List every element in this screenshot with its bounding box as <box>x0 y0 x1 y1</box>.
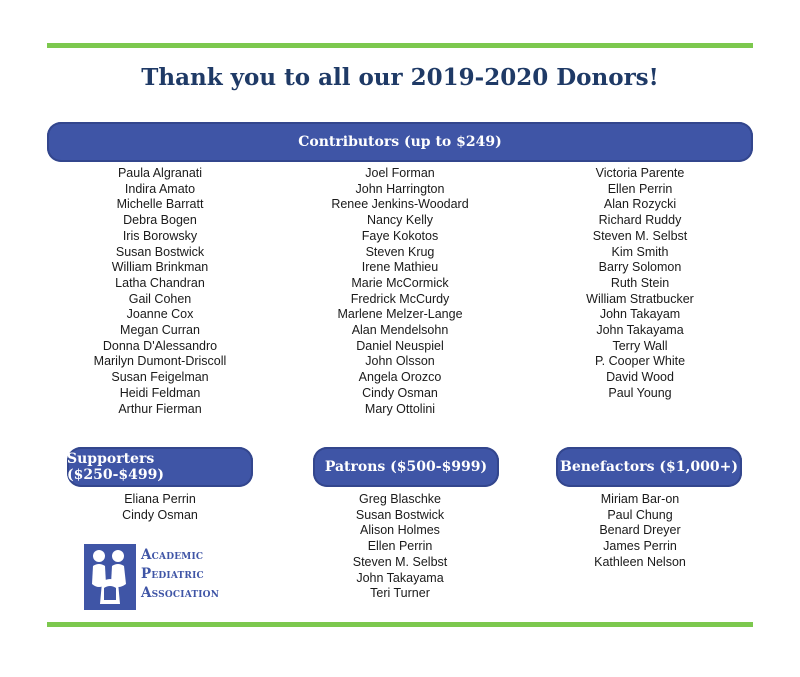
donor-name: Ellen Perrin <box>367 539 433 554</box>
donor-name: Steven M. Selbst <box>592 228 688 243</box>
donor-name: Alison Holmes <box>360 523 440 538</box>
donor-name: Latha Chandran <box>115 275 205 290</box>
donor-name: Arthur Fierman <box>118 401 202 416</box>
donor-name: Kathleen Nelson <box>594 554 686 569</box>
contributors-column-3 <box>525 166 755 402</box>
donor-name: Paul Chung <box>607 507 673 522</box>
donor-name: John Takayama <box>356 570 444 585</box>
donor-name: Ellen Perrin <box>607 181 673 196</box>
donor-name: Joanne Cox <box>126 307 194 322</box>
patrons-list <box>285 492 515 602</box>
donor-name: Alan Rozycki <box>603 197 677 212</box>
supporters-header: Supporters ($250-$499) <box>67 447 253 487</box>
donor-name: Terry Wall <box>612 338 668 353</box>
donor-name: William Stratbucker <box>586 291 694 306</box>
bottom-divider <box>47 622 753 627</box>
logo-line-2: Pediatric <box>141 566 204 582</box>
donor-name: Greg Blaschke <box>359 492 441 506</box>
donor-name: Cindy Osman <box>362 385 438 400</box>
donor-name: Donna D'Alessandro <box>102 338 218 353</box>
logo-line-3: Association <box>141 585 220 601</box>
donor-name: Eliana Perrin <box>124 492 196 506</box>
donor-name: Barry Solomon <box>598 260 682 275</box>
donor-name: Marilyn Dumont-Driscoll <box>93 354 227 369</box>
donor-name: Cindy Osman <box>122 507 198 522</box>
donor-name: Megan Curran <box>120 323 200 338</box>
donor-name: John Takayam <box>599 307 681 322</box>
donor-name: John Harrington <box>355 181 445 196</box>
donor-name: John Takayama <box>596 323 684 338</box>
donor-name: Marie McCormick <box>351 275 449 290</box>
donor-name: P. Cooper White <box>594 354 686 369</box>
donor-name: Alan Mendelsohn <box>351 323 449 338</box>
donor-name: Steven Krug <box>365 244 435 259</box>
donor-name: Mary Ottolini <box>364 401 436 416</box>
donor-name: Kim Smith <box>611 244 669 259</box>
donor-name: Ruth Stein <box>610 275 670 290</box>
donor-name: Paul Young <box>608 385 672 400</box>
donor-name: Steven M. Selbst <box>352 554 448 569</box>
top-divider <box>47 43 753 48</box>
contributors-column-2 <box>285 166 515 417</box>
donor-name: Richard Ruddy <box>598 213 682 228</box>
donor-name: Gail Cohen <box>128 291 192 306</box>
apa-logo-icon <box>84 544 136 610</box>
donor-name: Michelle Barratt <box>116 197 204 212</box>
donor-name: Faye Kokotos <box>361 228 439 243</box>
donor-name: Susan Feigelman <box>111 370 209 385</box>
supporters-list <box>45 492 275 523</box>
logo-line-1: Academic <box>141 547 204 563</box>
benefactors-list <box>525 492 755 571</box>
donor-name: Irene Mathieu <box>361 260 439 275</box>
donor-name: John Olsson <box>365 354 435 369</box>
donor-name: Miriam Bar-on <box>600 492 680 506</box>
page-title: Thank you to all our 2019-2020 Donors! <box>141 64 659 91</box>
contributors-header: Contributors (up to $249) <box>47 122 753 162</box>
donor-name: Paula Algranati <box>117 166 203 180</box>
donor-name: Debra Bogen <box>123 213 197 228</box>
donor-name: Fredrick McCurdy <box>350 291 450 306</box>
patrons-header: Patrons ($500-$999) <box>313 447 499 487</box>
donor-name: Victoria Parente <box>595 166 685 180</box>
donor-name: Heidi Feldman <box>119 385 201 400</box>
donor-name: Iris Borowsky <box>122 228 198 243</box>
donor-name: Joel Forman <box>365 166 435 180</box>
donor-name: Daniel Neuspiel <box>356 338 444 353</box>
donor-name: James Perrin <box>603 539 677 554</box>
donor-name: David Wood <box>606 370 674 385</box>
benefactors-header: Benefactors ($1,000+) <box>556 447 742 487</box>
donor-name: Teri Turner <box>370 586 430 601</box>
donor-name: Susan Bostwick <box>115 244 205 259</box>
donor-name: Benard Dreyer <box>599 523 681 538</box>
donor-name: Susan Bostwick <box>355 507 445 522</box>
contributors-column-1 <box>45 166 275 417</box>
donor-name: Indira Amato <box>124 181 196 196</box>
apa-logo <box>84 544 244 612</box>
donor-name: Angela Orozco <box>358 370 442 385</box>
apa-logo-text <box>141 546 219 603</box>
donor-name: William Brinkman <box>111 260 209 275</box>
donor-name: Renee Jenkins-Woodard <box>331 197 469 212</box>
donor-name: Nancy Kelly <box>367 213 433 228</box>
donor-name: Marlene Melzer-Lange <box>337 307 463 322</box>
